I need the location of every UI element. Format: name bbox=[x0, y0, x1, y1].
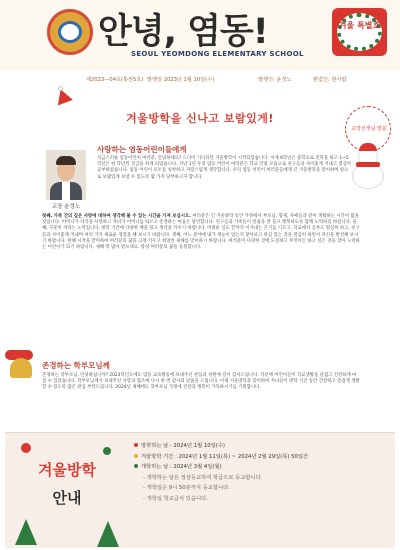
advice-highlight: 첫째, 가족 간의 깊은 사랑에 대하여 생각해 볼 수 있는 시간을 가져 보십시오. bbox=[42, 214, 191, 219]
greeting-headline: 겨울방학을 신나고 보람있게! bbox=[126, 112, 274, 125]
hat-pompom bbox=[58, 86, 63, 91]
bullet-icon bbox=[134, 443, 138, 447]
paragraph-students-intro: 지금스러운 염동어린이 여러분, 안녕하세요? 드디어 기다리던 겨울방학이 시작되었습니다. 이제 6학년은 중학교로 진학을 하고 1~5학년은 한 학년씩 진급을 하게 되었습니다. 지난 1년 우리 염동 어린이 여러분은 학교 안팎 모습으로 친구들과 사이좋게 지내고 열심히 공부하였습니다. 염동 어린이 모두를 칭찬하고 자랑스럽게 생각합니다. 우리 염동 어린이 여러분들에게 긴 겨울방학을 맞이하여 앞으로 보람있게 보낼 수 있도록 몇 가지 당부하고자 합니다. bbox=[97, 156, 352, 180]
newsletter-title: 안녕, 염동! bbox=[98, 12, 268, 52]
tree-icon bbox=[15, 519, 37, 545]
notice-item-text: 개학하는 날 : 2024년 3월 4일(월) bbox=[141, 464, 222, 470]
santa-hat-icon bbox=[53, 87, 73, 106]
winter-break-notice bbox=[5, 432, 395, 548]
logo-emblem bbox=[58, 21, 82, 43]
notice-item-text: - 개학하는 날은 정상등교하여 학급으로 등교합니다. bbox=[143, 474, 263, 481]
advice-body: 여러분은 긴 겨울방학 동안 가정에서 부모님, 형제, 자매들과 같이 생활하는 시간이 많을 것입니다. 어머니가 자식을 사랑하고 자녀가 어머니를 따르고 존경하는 마음은 당연합니다. 친구들과 가족들이 말씀을 잘 들고 행복하도록 함께 노력하길 바랍니다. 둘째, 꾸준히 자라는 노력입니다. 방학 기간에 다양한 책을 읽고 생각을 키우기 바랍니다. 어려운 일도 끝까지 이겨내는 끈기를 기르고, 학교에서 공부도 열심히 하고, 친구들과 사이좋게 지내며 여러 가지 새로운 경험을 해 보시기 바랍니다. 셋째, 어느 분야에 내가 재능이 있는지 찾아보고 관심 있는 것을 열심히 하면서 자신을 발견해 보시기 바랍니다. 한해 시작을 맞이하여 여러분의 꿈을 크게 키우고 희망찬 새해를 맞이하기 바랍니다. 여러분이 다양한 것에 도전하고 무엇이든 하고 싶은 것을 찾아 노력하는 어린이가 되기 바랍니다. 새해 복 많이 받으세요. 항상 여러분의 꿈을 응원합니다. bbox=[42, 214, 360, 251]
notice-item-text: - 개학일은 9시 50분까지 등교합니다. bbox=[143, 485, 230, 491]
notice-item-text: 겨울방학 기간 : 2024년 1월 11일(목) ~ 2024년 2월 29일(목) 50일간 bbox=[141, 453, 309, 460]
notice-item-text: 방학하는 날 : 2024년 1월 10일(수) bbox=[141, 443, 225, 449]
bullet-icon bbox=[134, 454, 138, 458]
notice-sub-item bbox=[134, 494, 389, 505]
ornament-icon bbox=[21, 443, 31, 453]
notice-sub-item bbox=[134, 473, 389, 484]
publisher: 발행인: 윤정노 bbox=[258, 77, 292, 83]
paragraph-students-advice bbox=[42, 214, 360, 251]
tree-icon bbox=[97, 521, 119, 547]
newsletter-header bbox=[0, 0, 400, 70]
stamp-label: 교장선생님 말씀 bbox=[351, 126, 387, 132]
notice-item bbox=[134, 452, 389, 463]
section-title-parents: 존경하는 학부모님께 bbox=[42, 361, 110, 370]
principal-caption: 교장 윤정노 bbox=[51, 204, 81, 210]
principal-photo bbox=[46, 150, 86, 200]
notice-item-text: - 개학일 학교급식 있습니다. bbox=[143, 495, 208, 502]
bell-icon bbox=[10, 358, 32, 378]
issue-date: 발행일 2023년 1월 10일(수) bbox=[147, 77, 215, 83]
notice-list bbox=[134, 441, 389, 504]
section-title-students: 사랑하는 염동어린이들에게 bbox=[97, 145, 187, 154]
wreath-icon bbox=[337, 13, 382, 51]
issue-info-bar bbox=[0, 72, 400, 85]
ornament-icon bbox=[103, 447, 111, 455]
school-logo bbox=[47, 9, 93, 55]
notice-sub-item bbox=[134, 483, 389, 494]
badge-label: 겨울 특별호 bbox=[338, 21, 381, 30]
notice-title-line1: 겨울방학 bbox=[38, 461, 96, 479]
school-name-subtitle: SEOUL YEOMDONG ELEMENTARY SCHOOL bbox=[131, 50, 304, 58]
notice-item bbox=[134, 441, 389, 452]
paragraph-parents: 존경하는 학부모님, 안녕하십니까? 2023학년도에도 염동 교육활동에 보내주신 관심과 성원에 깊이 감사드립니다. 덕분에 어린이들이 학교생활을 즐겁고 건강하게 마칠 수 있었습니다. 학부모님께서 보내주신 사랑과 협조에 다시 한 번 감사의 말씀을 드립니다. 이제 겨울방학을 맞이하여 자녀들이 방학 기간 동안 건강하고 즐겁게 생활할 수 있도록 많은 관심 부탁드립니다. 2024년 새해에도 학부모님 가정에 건강과 행복이 가득하시기를 기원합니다. bbox=[42, 373, 360, 391]
snowman-icon bbox=[348, 147, 388, 189]
bullet-icon bbox=[134, 464, 138, 468]
issue-number: 제2023—04호(통권5호) bbox=[86, 77, 144, 83]
notice-title-line2: 안내 bbox=[52, 489, 82, 507]
notice-item bbox=[134, 462, 389, 473]
special-issue-badge bbox=[332, 8, 387, 56]
editor: 편집인: 현아람 bbox=[313, 77, 347, 83]
